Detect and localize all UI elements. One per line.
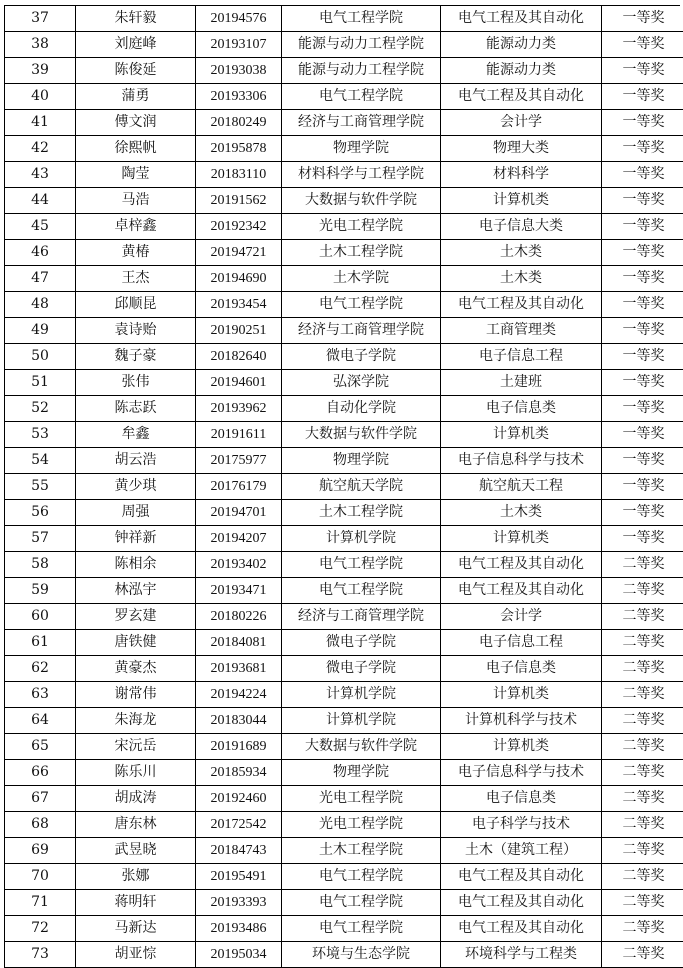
cell-award: 二等奖	[602, 552, 683, 578]
cell-college: 光电工程学院	[282, 214, 441, 240]
cell-college: 经济与工商管理学院	[282, 318, 441, 344]
cell-number: 49	[5, 318, 76, 344]
cell-major: 会计学	[441, 604, 602, 630]
cell-number: 55	[5, 474, 76, 500]
cell-student-id: 20191611	[196, 422, 282, 448]
cell-number: 54	[5, 448, 76, 474]
cell-major: 电子科学与技术	[441, 812, 602, 838]
table-row	[5, 656, 683, 682]
table-row	[5, 448, 683, 474]
cell-number: 57	[5, 526, 76, 552]
cell-number: 39	[5, 58, 76, 84]
cell-award: 一等奖	[602, 526, 683, 552]
cell-major: 计算机类	[441, 734, 602, 760]
cell-award: 一等奖	[602, 240, 683, 266]
cell-number: 38	[5, 32, 76, 58]
cell-student-id: 20184743	[196, 838, 282, 864]
cell-student-name: 陶莹	[76, 162, 196, 188]
cell-award: 一等奖	[602, 84, 683, 110]
cell-student-id: 20193402	[196, 552, 282, 578]
cell-student-name: 胡成涛	[76, 786, 196, 812]
cell-college: 材料科学与工程学院	[282, 162, 441, 188]
table-row	[5, 214, 683, 240]
cell-student-name: 胡云浩	[76, 448, 196, 474]
cell-student-id: 20194601	[196, 370, 282, 396]
cell-student-name: 刘庭峰	[76, 32, 196, 58]
cell-student-name: 陈志跃	[76, 396, 196, 422]
award-list-sheet	[4, 5, 680, 968]
cell-student-id: 20172542	[196, 812, 282, 838]
cell-college: 大数据与软件学院	[282, 422, 441, 448]
table-row	[5, 812, 683, 838]
cell-student-id: 20195878	[196, 136, 282, 162]
cell-award: 二等奖	[602, 812, 683, 838]
table-row	[5, 422, 683, 448]
table-row	[5, 604, 683, 630]
cell-student-id: 20193962	[196, 396, 282, 422]
cell-student-name: 马浩	[76, 188, 196, 214]
table-row	[5, 32, 683, 58]
table-row	[5, 942, 683, 968]
cell-student-name: 张娜	[76, 864, 196, 890]
cell-award: 二等奖	[602, 864, 683, 890]
table-row	[5, 630, 683, 656]
cell-major: 电子信息类	[441, 656, 602, 682]
cell-student-name: 袁诗贻	[76, 318, 196, 344]
cell-award: 一等奖	[602, 318, 683, 344]
cell-award: 一等奖	[602, 266, 683, 292]
cell-college: 弘深学院	[282, 370, 441, 396]
cell-major: 电气工程及其自动化	[441, 84, 602, 110]
cell-award: 一等奖	[602, 214, 683, 240]
cell-student-name: 唐东林	[76, 812, 196, 838]
cell-college: 土木工程学院	[282, 838, 441, 864]
cell-number: 42	[5, 136, 76, 162]
cell-student-id: 20183044	[196, 708, 282, 734]
cell-student-name: 胡亚悰	[76, 942, 196, 968]
table-row	[5, 760, 683, 786]
cell-major: 电子信息科学与技术	[441, 760, 602, 786]
table-row	[5, 682, 683, 708]
table-row	[5, 6, 683, 32]
table-row	[5, 786, 683, 812]
cell-number: 59	[5, 578, 76, 604]
cell-student-id: 20175977	[196, 448, 282, 474]
cell-major: 电子信息类	[441, 396, 602, 422]
cell-college: 土木工程学院	[282, 500, 441, 526]
cell-college: 大数据与软件学院	[282, 188, 441, 214]
table-row	[5, 266, 683, 292]
cell-award: 二等奖	[602, 838, 683, 864]
table-row	[5, 136, 683, 162]
cell-college: 计算机学院	[282, 708, 441, 734]
cell-award: 二等奖	[602, 682, 683, 708]
cell-award: 一等奖	[602, 422, 683, 448]
cell-major: 电子信息科学与技术	[441, 448, 602, 474]
cell-student-name: 朱轩毅	[76, 6, 196, 32]
table-row	[5, 396, 683, 422]
cell-student-name: 魏子豪	[76, 344, 196, 370]
cell-student-name: 陈乐川	[76, 760, 196, 786]
cell-number: 67	[5, 786, 76, 812]
cell-award: 一等奖	[602, 32, 683, 58]
cell-major: 材料科学	[441, 162, 602, 188]
cell-number: 68	[5, 812, 76, 838]
cell-student-name: 王杰	[76, 266, 196, 292]
cell-award: 二等奖	[602, 890, 683, 916]
cell-student-id: 20194224	[196, 682, 282, 708]
cell-student-name: 徐熙帆	[76, 136, 196, 162]
cell-student-id: 20176179	[196, 474, 282, 500]
cell-student-id: 20193393	[196, 890, 282, 916]
table-row	[5, 58, 683, 84]
cell-award: 一等奖	[602, 344, 683, 370]
cell-student-id: 20192460	[196, 786, 282, 812]
cell-number: 43	[5, 162, 76, 188]
cell-student-name: 罗玄建	[76, 604, 196, 630]
table-row	[5, 84, 683, 110]
cell-student-name: 唐铁健	[76, 630, 196, 656]
cell-number: 62	[5, 656, 76, 682]
cell-student-id: 20193471	[196, 578, 282, 604]
cell-student-name: 邱顺昆	[76, 292, 196, 318]
cell-college: 电气工程学院	[282, 552, 441, 578]
cell-student-name: 谢常伟	[76, 682, 196, 708]
cell-student-name: 陈俊延	[76, 58, 196, 84]
cell-major: 计算机类	[441, 422, 602, 448]
cell-number: 64	[5, 708, 76, 734]
table-row	[5, 916, 683, 942]
cell-student-id: 20195034	[196, 942, 282, 968]
cell-major: 计算机科学与技术	[441, 708, 602, 734]
cell-award: 一等奖	[602, 188, 683, 214]
cell-student-id: 20193681	[196, 656, 282, 682]
cell-number: 52	[5, 396, 76, 422]
cell-student-id: 20195491	[196, 864, 282, 890]
cell-number: 66	[5, 760, 76, 786]
table-row	[5, 188, 683, 214]
table-row	[5, 292, 683, 318]
cell-college: 光电工程学院	[282, 812, 441, 838]
table-row	[5, 110, 683, 136]
cell-number: 58	[5, 552, 76, 578]
cell-student-name: 宋沅岳	[76, 734, 196, 760]
cell-number: 71	[5, 890, 76, 916]
cell-student-id: 20183110	[196, 162, 282, 188]
cell-student-name: 傅文润	[76, 110, 196, 136]
cell-student-id: 20191689	[196, 734, 282, 760]
cell-major: 环境科学与工程类	[441, 942, 602, 968]
cell-college: 土木工程学院	[282, 240, 441, 266]
cell-number: 47	[5, 266, 76, 292]
cell-number: 65	[5, 734, 76, 760]
cell-student-id: 20185934	[196, 760, 282, 786]
cell-college: 航空航天学院	[282, 474, 441, 500]
award-table-body	[5, 6, 683, 968]
table-row	[5, 838, 683, 864]
cell-major: 计算机类	[441, 682, 602, 708]
cell-major: 物理大类	[441, 136, 602, 162]
cell-college: 电气工程学院	[282, 890, 441, 916]
cell-number: 48	[5, 292, 76, 318]
cell-award: 二等奖	[602, 786, 683, 812]
cell-award: 一等奖	[602, 292, 683, 318]
cell-student-id: 20193107	[196, 32, 282, 58]
table-row	[5, 526, 683, 552]
cell-student-id: 20193454	[196, 292, 282, 318]
cell-major: 电气工程及其自动化	[441, 864, 602, 890]
cell-major: 土木（建筑工程）	[441, 838, 602, 864]
cell-major: 土木类	[441, 500, 602, 526]
table-row	[5, 318, 683, 344]
cell-student-id: 20194701	[196, 500, 282, 526]
cell-student-id: 20194690	[196, 266, 282, 292]
cell-number: 69	[5, 838, 76, 864]
cell-award: 一等奖	[602, 474, 683, 500]
cell-number: 72	[5, 916, 76, 942]
table-row	[5, 578, 683, 604]
cell-student-id: 20184081	[196, 630, 282, 656]
cell-award: 一等奖	[602, 6, 683, 32]
cell-number: 53	[5, 422, 76, 448]
cell-student-id: 20194207	[196, 526, 282, 552]
cell-student-name: 武昱晓	[76, 838, 196, 864]
cell-college: 微电子学院	[282, 656, 441, 682]
cell-college: 物理学院	[282, 448, 441, 474]
cell-student-name: 周强	[76, 500, 196, 526]
cell-award: 二等奖	[602, 942, 683, 968]
cell-college: 能源与动力工程学院	[282, 32, 441, 58]
cell-student-name: 张伟	[76, 370, 196, 396]
cell-student-name: 陈相余	[76, 552, 196, 578]
cell-student-name: 朱海龙	[76, 708, 196, 734]
cell-number: 44	[5, 188, 76, 214]
cell-college: 光电工程学院	[282, 786, 441, 812]
cell-major: 电子信息大类	[441, 214, 602, 240]
cell-student-name: 黄少琪	[76, 474, 196, 500]
table-row	[5, 240, 683, 266]
cell-student-id: 20193038	[196, 58, 282, 84]
cell-student-name: 黄豪杰	[76, 656, 196, 682]
cell-student-id: 20191562	[196, 188, 282, 214]
cell-award: 二等奖	[602, 656, 683, 682]
table-row	[5, 552, 683, 578]
cell-student-name: 林泓宇	[76, 578, 196, 604]
cell-award: 二等奖	[602, 760, 683, 786]
cell-number: 51	[5, 370, 76, 396]
cell-student-name: 卓梓鑫	[76, 214, 196, 240]
cell-award: 一等奖	[602, 58, 683, 84]
cell-number: 70	[5, 864, 76, 890]
cell-student-id: 20194576	[196, 6, 282, 32]
cell-college: 计算机学院	[282, 526, 441, 552]
cell-award: 二等奖	[602, 604, 683, 630]
cell-award: 一等奖	[602, 448, 683, 474]
cell-college: 经济与工商管理学院	[282, 110, 441, 136]
table-row	[5, 734, 683, 760]
cell-number: 56	[5, 500, 76, 526]
cell-student-id: 20193306	[196, 84, 282, 110]
cell-student-id: 20182640	[196, 344, 282, 370]
cell-college: 环境与生态学院	[282, 942, 441, 968]
cell-award: 二等奖	[602, 578, 683, 604]
cell-college: 物理学院	[282, 136, 441, 162]
cell-award: 一等奖	[602, 396, 683, 422]
cell-major: 电气工程及其自动化	[441, 890, 602, 916]
cell-college: 电气工程学院	[282, 864, 441, 890]
cell-student-id: 20180249	[196, 110, 282, 136]
cell-award: 二等奖	[602, 630, 683, 656]
cell-student-id: 20193486	[196, 916, 282, 942]
cell-number: 46	[5, 240, 76, 266]
cell-student-id: 20192342	[196, 214, 282, 240]
cell-award: 二等奖	[602, 916, 683, 942]
cell-number: 37	[5, 6, 76, 32]
cell-major: 电气工程及其自动化	[441, 916, 602, 942]
cell-student-id: 20180226	[196, 604, 282, 630]
cell-major: 会计学	[441, 110, 602, 136]
cell-student-id: 20194721	[196, 240, 282, 266]
cell-student-name: 蒋明轩	[76, 890, 196, 916]
award-table	[5, 6, 683, 968]
cell-award: 二等奖	[602, 708, 683, 734]
cell-college: 计算机学院	[282, 682, 441, 708]
cell-college: 电气工程学院	[282, 578, 441, 604]
cell-college: 经济与工商管理学院	[282, 604, 441, 630]
cell-number: 50	[5, 344, 76, 370]
cell-number: 45	[5, 214, 76, 240]
cell-award: 一等奖	[602, 136, 683, 162]
cell-major: 计算机类	[441, 188, 602, 214]
cell-major: 电气工程及其自动化	[441, 6, 602, 32]
cell-student-id: 20190251	[196, 318, 282, 344]
cell-major: 电气工程及其自动化	[441, 292, 602, 318]
cell-college: 电气工程学院	[282, 916, 441, 942]
cell-student-name: 蒲勇	[76, 84, 196, 110]
cell-college: 微电子学院	[282, 344, 441, 370]
cell-major: 电气工程及其自动化	[441, 552, 602, 578]
cell-major: 电气工程及其自动化	[441, 578, 602, 604]
cell-college: 电气工程学院	[282, 292, 441, 318]
table-row	[5, 708, 683, 734]
cell-award: 一等奖	[602, 500, 683, 526]
cell-college: 大数据与软件学院	[282, 734, 441, 760]
cell-student-name: 马新达	[76, 916, 196, 942]
table-row	[5, 344, 683, 370]
cell-major: 电子信息工程	[441, 630, 602, 656]
cell-award: 一等奖	[602, 110, 683, 136]
cell-number: 41	[5, 110, 76, 136]
cell-major: 土木类	[441, 240, 602, 266]
cell-award: 二等奖	[602, 734, 683, 760]
table-row	[5, 864, 683, 890]
cell-number: 61	[5, 630, 76, 656]
cell-student-name: 钟祥新	[76, 526, 196, 552]
cell-student-name: 黄椿	[76, 240, 196, 266]
table-row	[5, 370, 683, 396]
cell-college: 土木学院	[282, 266, 441, 292]
cell-college: 物理学院	[282, 760, 441, 786]
cell-major: 电子信息工程	[441, 344, 602, 370]
cell-award: 一等奖	[602, 162, 683, 188]
cell-number: 60	[5, 604, 76, 630]
table-row	[5, 500, 683, 526]
cell-number: 40	[5, 84, 76, 110]
cell-student-name: 牟鑫	[76, 422, 196, 448]
table-row	[5, 890, 683, 916]
cell-major: 能源动力类	[441, 58, 602, 84]
table-row	[5, 162, 683, 188]
cell-major: 能源动力类	[441, 32, 602, 58]
cell-college: 微电子学院	[282, 630, 441, 656]
cell-college: 电气工程学院	[282, 84, 441, 110]
cell-major: 航空航天工程	[441, 474, 602, 500]
cell-college: 自动化学院	[282, 396, 441, 422]
table-row	[5, 474, 683, 500]
cell-major: 电子信息类	[441, 786, 602, 812]
cell-major: 计算机类	[441, 526, 602, 552]
cell-number: 63	[5, 682, 76, 708]
cell-college: 电气工程学院	[282, 6, 441, 32]
cell-major: 土建班	[441, 370, 602, 396]
cell-award: 一等奖	[602, 370, 683, 396]
cell-college: 能源与动力工程学院	[282, 58, 441, 84]
cell-major: 土木类	[441, 266, 602, 292]
cell-number: 73	[5, 942, 76, 968]
cell-major: 工商管理类	[441, 318, 602, 344]
